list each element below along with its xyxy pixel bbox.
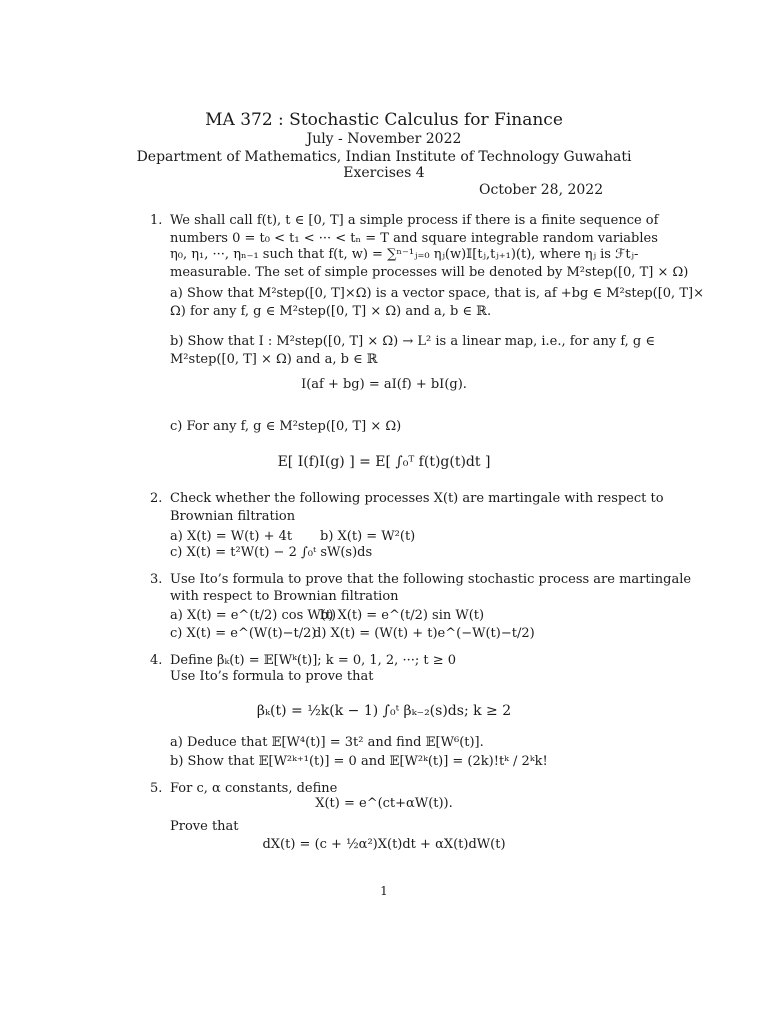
question-number: 4. <box>150 653 163 668</box>
q5-line-2: Prove that <box>170 819 239 834</box>
q3-part-b: b) X(t) = e^(t/2) sin W(t) <box>320 608 485 623</box>
q1-part-b-equation: I(af + bg) = aI(f) + bI(g). <box>301 377 467 392</box>
q5-equation-1: X(t) = e^(ct+αW(t)). <box>315 796 453 811</box>
q2-part-a: a) X(t) = W(t) + 4t <box>170 529 293 544</box>
q4-line-2: Use Ito’s formula to prove that <box>170 669 374 684</box>
q1-part-c-line-1: c) For any f, g ∈ M²step([0, T] × Ω) <box>170 419 402 434</box>
q3-line-2: with respect to Brownian filtration <box>170 589 399 604</box>
q1-part-b-line-1: b) Show that I : M²step([0, T] × Ω) → L² is a linear map, i.e., for any f, g ∈ <box>170 334 656 349</box>
q3-part-d: d) X(t) = (W(t) + t)e^(−W(t)−t/2) <box>313 626 535 641</box>
q3-part-a: a) X(t) = e^(t/2) cos W(t) <box>170 608 337 623</box>
sheet-date: October 28, 2022 <box>479 182 604 198</box>
question-number: 1. <box>150 213 163 228</box>
q1-part-a-line-1: a) Show that M²step([0, T]×Ω) is a vector space, that is, af +bg ∈ M²step([0, T]× <box>170 286 704 301</box>
q4-line-1: Define βₖ(t) = 𝔼[Wᵏ(t)]; k = 0, 1, 2, ···; t ≥ 0 <box>170 653 457 668</box>
q2-part-c: c) X(t) = t²W(t) − 2 ∫₀ᵗ sW(s)ds <box>170 545 373 560</box>
page-number: 1 <box>380 884 388 898</box>
q1-part-c-equation: E[ I(f)I(g) ] = E[ ∫₀ᵀ f(t)g(t)dt ] <box>277 454 491 470</box>
term: July - November 2022 <box>306 131 462 147</box>
course-title: MA 372 : Stochastic Calculus for Finance <box>205 110 563 130</box>
q1-part-b-line-2: M²step([0, T] × Ω) and a, b ∈ ℝ <box>170 352 378 367</box>
q1-line-4: measurable. The set of simple processes will be denoted by M²step([0, T] × Ω) <box>170 265 689 280</box>
sheet-title: Exercises 4 <box>343 165 425 181</box>
question-number: 3. <box>150 572 163 587</box>
q3-line-1: Use Ito’s formula to prove that the following stochastic process are martingale <box>170 572 692 587</box>
q4-part-a: a) Deduce that 𝔼[W⁴(t)] = 3t² and find 𝔼[W⁶(t)]. <box>170 735 484 750</box>
q2-part-b: b) X(t) = W²(t) <box>320 529 416 544</box>
department: Department of Mathematics, Indian Institute of Technology Guwahati <box>136 149 632 165</box>
question-number: 2. <box>150 491 163 506</box>
q1-part-a-line-2: Ω) for any f, g ∈ M²step([0, T] × Ω) and a, b ∈ ℝ. <box>170 304 492 319</box>
q1-line-2: numbers 0 = t₀ < t₁ < ··· < tₙ = T and square integrable random variables <box>170 231 658 246</box>
q3-part-c: c) X(t) = e^(W(t)−t/2) <box>170 626 317 641</box>
q2-line-2: Brownian filtration <box>170 509 296 524</box>
q2-line-1: Check whether the following processes X(t) are martingale with respect to <box>170 491 664 506</box>
q4-equation: βₖ(t) = ½k(k − 1) ∫₀ᵗ βₖ₋₂(s)ds; k ≥ 2 <box>256 703 512 719</box>
question-number: 5. <box>150 781 163 796</box>
q5-line-1: For c, α constants, define <box>170 781 338 796</box>
q1-line-1: We shall call f(t), t ∈ [0, T] a simple process if there is a finite sequence of <box>170 213 659 228</box>
q1-line-3: η₀, η₁, ···, ηₙ₋₁ such that f(t, w) = ∑ⁿ⁻¹ⱼ₌₀ ηⱼ(w)𝕀[tⱼ,tⱼ₊₁)(t), where ηⱼ is ℱtⱼ- <box>170 247 639 262</box>
q5-equation-2: dX(t) = (c + ½α²)X(t)dt + αX(t)dW(t) <box>262 837 506 852</box>
q4-part-b: b) Show that 𝔼[W²ᵏ⁺¹(t)] = 0 and 𝔼[W²ᵏ(t)] = (2k)!tᵏ / 2ᵏk! <box>170 754 548 769</box>
